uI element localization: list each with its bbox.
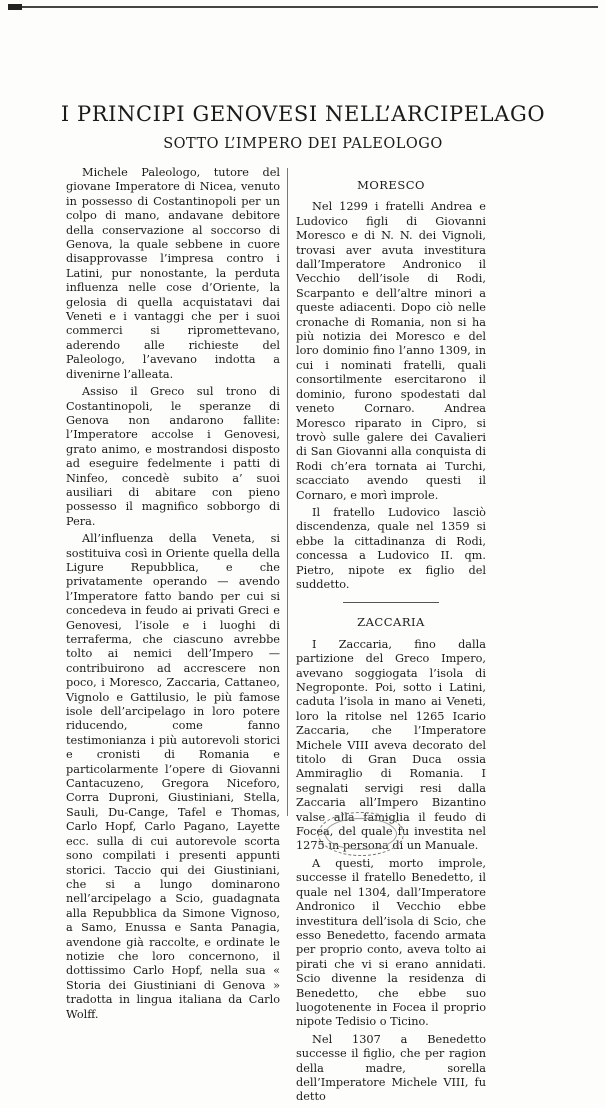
paragraph: I Zaccaria, fino dalla partizione del Greco Impero, avevano soggiogata l’isola di Negroponte. Poi, sotto i Latini, caduta l’isola in mano ai Veneti, loro la ritolse nel 1265 Icario Zaccaria, che l’Imperatore Michele VIII aveva decorato del titolo di Gran Duca ossia Ammiraglio di Romania. I segnalati servigi resi dalla Zaccaria all’Impero Bizantino valse alla famiglia il feudo di Focea, del quale fu investita nel 1275 in persona di un Manuale. bbox=[296, 637, 486, 853]
paragraph: A questi, morto improle, successe il fratello Benedetto, il quale nel 1304, dall’Imperatore Andronico il Vecchio ebbe investitura dell’isola di Scio, che esso Benedetto, facendo armata per proprio conto, aveva tolto ai pirati che vi si erano annidati. Scio divenne la residenza di Benedetto, che ebbe suo luogotenente in Focea il proprio nipote Tedisio o Ticino. bbox=[296, 856, 486, 1029]
paragraph: Assiso il Greco sul trono di Costantinopoli, le speranze di Genova non andarono fallite: l’Imperatore accolse i Genovesi, grato animo, e mostrandosi disposto ad eseguire fedelmente i patti di Ninfeo, concedè subito a’ suoi ausiliari di abitare con pieno possesso il magnifico sobborgo di Pera. bbox=[66, 385, 280, 528]
section-separator bbox=[343, 602, 439, 603]
column-divider bbox=[287, 168, 288, 816]
paragraph: Nel 1307 a Benedetto successe il figlio, che per ragion della madre, sorella dell’Imperatore Michele VIII, fu detto bbox=[296, 1032, 486, 1104]
library-stamp bbox=[318, 812, 404, 856]
right-column bbox=[296, 176, 486, 1108]
left-column bbox=[66, 166, 280, 1025]
paragraph: Nel 1299 i fratelli Andrea e Ludovico figli di Giovanni Moresco e di N. N. dei Vignoli, trovasi aver avuta investitura dall’Imperatore Andronico il Vecchio dell’isole di Rodi, Scarpanto e dell’altre minori a queste adiacenti. Dopo ciò nelle cronache di Romania, non si ha più notizia dei Moresco e del loro dominio fino l’anno 1309, in cui i nominati fratelli, quali consortilmente esercitarono il dominio, furono spodestati dal veneto Cornaro. Andrea Moresco riparato in Cipro, si trovò sulle galere dei Cavalieri di San Giovanni alla conquista di Rodi ch’era tornata ai Turchi, scacciato avendo questi il Cornaro, e morì improle. bbox=[296, 200, 486, 502]
paragraph: Michele Paleologo, tutore del giovane Imperatore di Nicea, venuto in possesso di Costantinopoli per un colpo di mano, andavane debitore della conservazione al soccorso di Genova, la quale sebbene in cuore disapprovasse l’impresa contro i Latini, pur nonostante, la perduta influenza nelle cose d’Oriente, la gelosia di quella acquistatavi dai Veneti e i vantaggi che per i suoi commerci si ripromettevano, aderendo alle richieste del Paleologo, l’avevano indotta a divenirne l’alleata. bbox=[66, 166, 280, 381]
paragraph: All’influenza della Veneta, si sostituiva così in Oriente quella della Ligure Repubblica, e che privatamente operando — avendo l’Imperatore fatto bando per cui si concedeva in feudo ai privati Greci e Genovesi, l’isole e i luoghi di terraferma, che ciascuno avrebbe tolto ai nemici dell’Impero — contribuirono ad accrescere non poco, i Moresco, Zaccaria, Cattaneo, Vignolo e Gattilusio, le più famose isole dell’arcipelago in loro potere riducendo, come fanno testimonianza i più autorevoli storici e cronisti di Romania e particolarmente l’opere di Giovanni Cantacuzeno, Gregora Niceforo, Corra Duproni, Giustiniani, Stella, Sauli, Du-Cange, Tafel e Thomas, Carlo Hopf, Carlo Pagano, Layette ecc. sulla di cui autorevole scorta sono compilati i presenti appunti storici. Taccio qui dei Giustiniani, che si a lungo dominarono nell’arcipelago a Scio, guadagnata alla Repubblica da Simone Vignoso, a Samo, Enussa e Santa Panagia, avendone già raccolte, e ordinate le notizie che loro concernono, il dottissimo Carlo Hopf, nella sua « Storia dei Giustiniani di Genova » tradotta in lingua italiana da Carlo Wolff. bbox=[66, 532, 280, 1021]
top-rule bbox=[8, 6, 598, 8]
paragraph: Il fratello Ludovico lasciò discendenza, quale nel 1359 si ebbe la cittadinanza di Rodi, concessa a Ludovico II. qm. Pietro, nipote ex figlio del suddetto. bbox=[296, 505, 486, 591]
page-subtitle: SOTTO L’IMPERO DEI PALEOLOGO bbox=[163, 136, 443, 152]
page-title: I PRINCIPI GENOVESI NELL’ARCIPELAGO bbox=[60, 102, 546, 126]
section-heading-zaccaria: ZACCARIA bbox=[357, 615, 425, 630]
section-heading-moresco: MORESCO bbox=[357, 178, 425, 192]
